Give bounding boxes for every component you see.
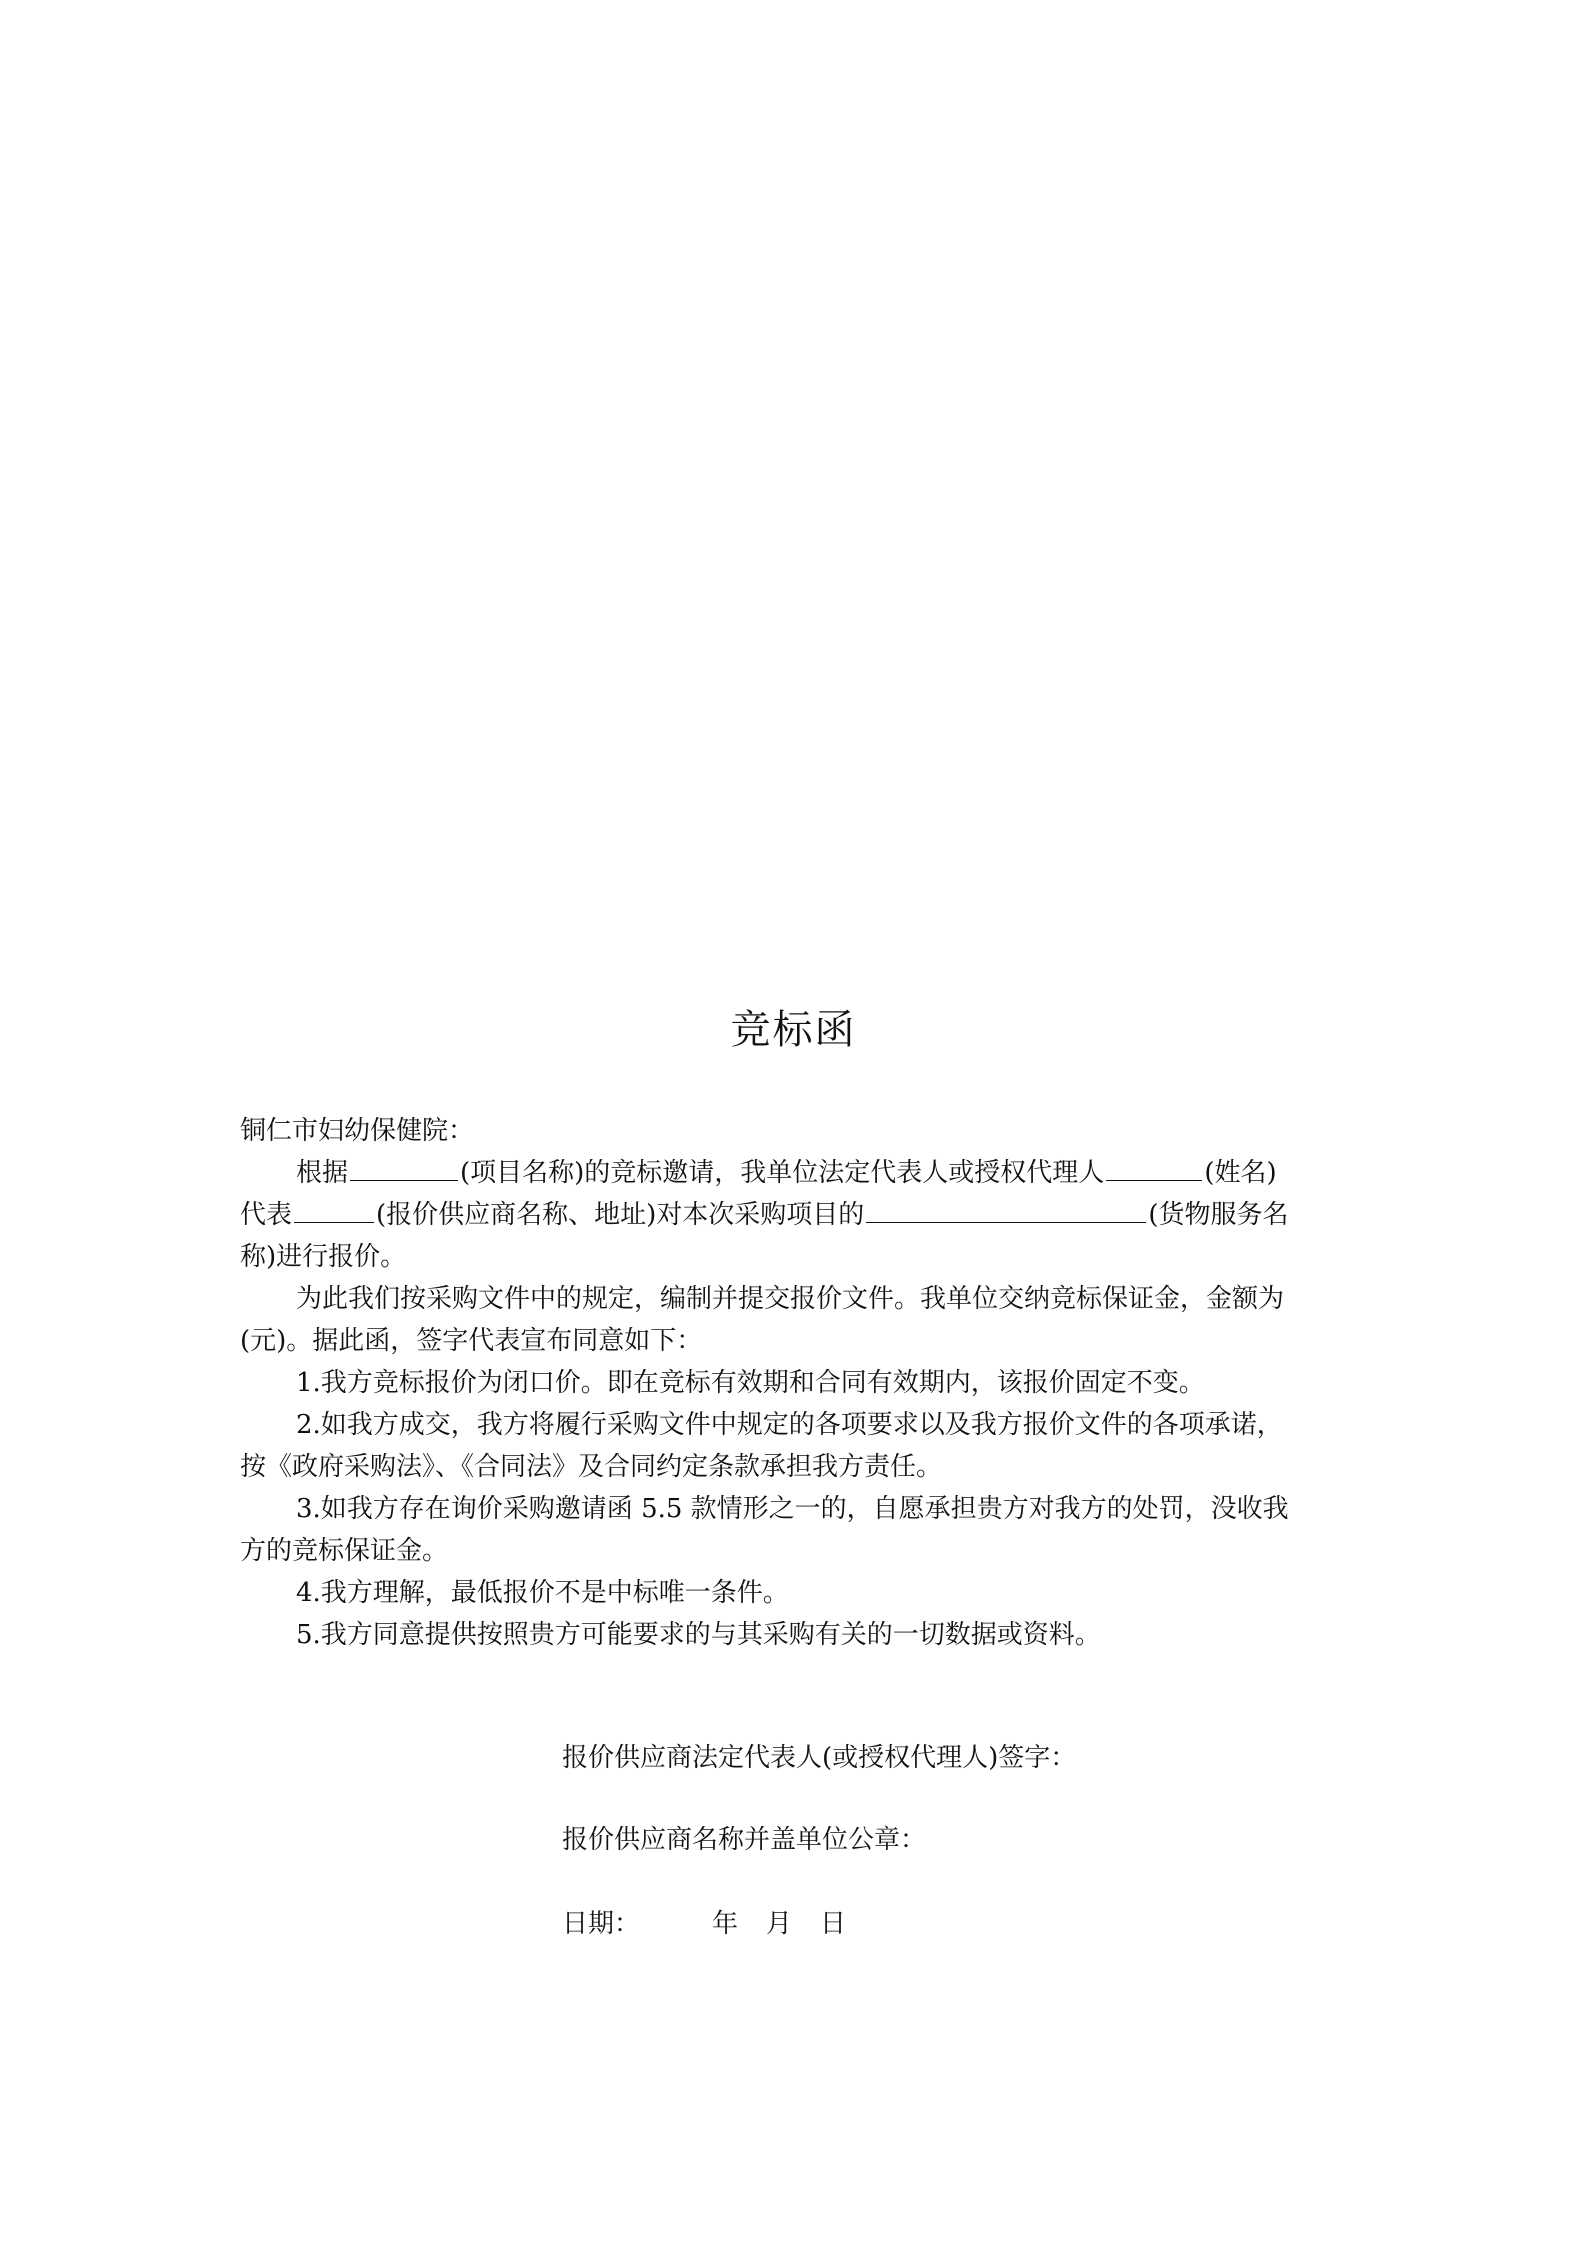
paragraph-2-line-2: (元)。据此函，签字代表宣布同意如下： xyxy=(240,1326,703,1356)
item-2-line-2: 按《政府采购法》、《合同法》及合同约定条款承担我方责任。 xyxy=(240,1452,943,1482)
item-2-line-1: 2.如我方成交，我方将履行采购文件中规定的各项要求以及我方报价文件的各项承诺， xyxy=(296,1410,1283,1440)
goods-service-blank xyxy=(866,1196,1146,1223)
item-4: 4.我方理解，最低报价不是中标唯一条件。 xyxy=(296,1578,789,1608)
item-3-line-1: 3.如我方存在询价采购邀请函 5.5 款情形之一的，自愿承担贵方对我方的处罚，没收我 xyxy=(296,1494,1289,1524)
day-label: 日 xyxy=(820,1909,847,1939)
item-5: 5.我方同意提供按照贵方可能要求的与其采购有关的一切数据或资料。 xyxy=(296,1620,1101,1650)
paragraph-2-line-1: 为此我们按采购文件中的规定，编制并提交报价文件。我单位交纳竞标保证金，金额为 xyxy=(296,1284,1285,1314)
project-name-blank xyxy=(350,1154,458,1181)
paragraph-1-line-1: 根据 (项目名称)的竞标邀请，我单位法定代表人或授权代理人 (姓名) xyxy=(240,1152,1352,1194)
paragraph-1-line-2: 代表 (报价供应商名称、地址)对本次采购项目的 (货物服务名 xyxy=(240,1194,1352,1236)
addressee: 铜仁市妇幼保健院： xyxy=(240,1116,475,1146)
company-seal-line: 报价供应商名称并盖单位公章： xyxy=(562,1825,927,1855)
letter-body xyxy=(240,1110,1352,1656)
item-3-line-2: 方的竞标保证金。 xyxy=(240,1536,449,1566)
supplier-name-blank xyxy=(294,1196,374,1223)
agent-name-blank xyxy=(1106,1154,1202,1181)
page-title: 竞标函 xyxy=(730,1007,857,1053)
paragraph-1-line-3: 称)进行报价。 xyxy=(240,1242,407,1272)
date-line xyxy=(562,1903,846,1940)
item-1: 1.我方竞标报价为闭口价。即在竞标有效期和合同有效期内，该报价固定不变。 xyxy=(296,1368,1205,1398)
representative-signature-line: 报价供应商法定代表人(或授权代理人)签字： xyxy=(562,1743,1077,1773)
year-label: 年 xyxy=(712,1909,739,1939)
month-label: 月 xyxy=(766,1909,793,1939)
date-label: 日期： xyxy=(562,1909,641,1939)
